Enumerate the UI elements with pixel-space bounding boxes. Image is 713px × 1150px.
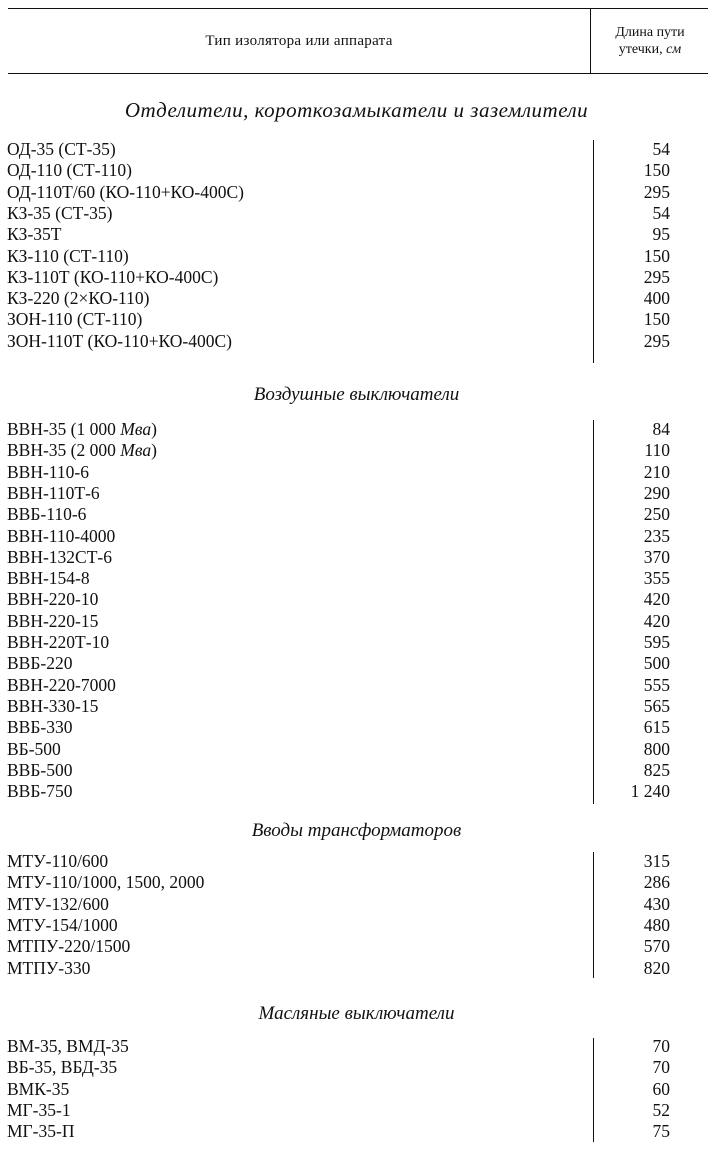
row-name: [7, 914, 118, 936]
row-value: 420: [643, 589, 670, 610]
table-row: [0, 159, 713, 181]
row-name-text: МТУ-132/600: [7, 893, 109, 914]
row-name-text: МТУ-154/1000: [7, 914, 118, 935]
row-value: 480: [643, 914, 670, 935]
table-row: [0, 957, 713, 979]
row-name-text: КЗ-110 (СТ-110): [7, 245, 129, 266]
row-name: [7, 181, 244, 203]
row-name-text: ВВБ-500: [7, 759, 73, 780]
table-row: [0, 935, 713, 957]
row-name-text: ВБ-500: [7, 738, 61, 759]
row-name: [7, 935, 130, 957]
row-name-text: ВВН-35 (2 000: [7, 440, 121, 461]
row-value: 370: [643, 546, 670, 567]
header-length-line1: Длина пути: [615, 25, 685, 40]
table-row: [0, 482, 713, 504]
row-name: [7, 631, 109, 653]
row-value: 820: [643, 957, 670, 978]
row-value: 315: [643, 851, 670, 871]
row-name: [7, 330, 232, 352]
row-value: 800: [643, 738, 670, 759]
row-name-text: ВВН-110-6: [7, 461, 89, 482]
row-name-text: ЗОН-110 (СТ-110): [7, 309, 143, 330]
row-name: [7, 202, 113, 224]
row-name-text: ВВН-132СТ-6: [7, 546, 112, 567]
row-name-text: КЗ-35 (СТ-35): [7, 202, 113, 223]
row-name: [7, 850, 108, 872]
row-name-text: ВМК-35: [7, 1078, 70, 1099]
row-name-text: КЗ-220 (2×КО-110): [7, 288, 150, 309]
header-type-label: Тип изолятора или аппарата: [205, 32, 393, 49]
table-row: [0, 1099, 713, 1121]
row-value: 110: [644, 440, 670, 461]
table-row: [0, 223, 713, 245]
row-name: [7, 1035, 129, 1057]
row-value: 355: [643, 568, 670, 589]
row-value: 595: [643, 632, 670, 652]
row-value: 235: [643, 525, 670, 546]
table-header: [8, 8, 708, 74]
row-name: [7, 588, 98, 610]
row-value: 570: [643, 936, 670, 957]
row-name-text: МТУ-110/600: [7, 851, 109, 871]
row-name: [7, 871, 204, 893]
table-row: [0, 308, 713, 330]
table-row: [0, 850, 713, 872]
row-value: 95: [652, 224, 670, 245]
row-name-text: ВВБ-110-6: [7, 504, 87, 525]
row-name: [7, 1056, 117, 1078]
table-row: [0, 631, 713, 653]
table-row: [0, 138, 713, 160]
row-name-text: ЗОН-110Т (КО-110+КО-400С): [7, 330, 232, 351]
table-row: [0, 546, 713, 568]
row-name: [7, 308, 142, 330]
row-value: 70: [652, 1057, 670, 1078]
row-value: 1 240: [630, 781, 670, 802]
row-value: 60: [652, 1078, 670, 1099]
row-name-text: МГ-35-1: [7, 1099, 71, 1120]
row-value: 150: [643, 160, 670, 181]
row-name: [7, 652, 72, 674]
row-name-text: ВБ-35, ВБД-35: [7, 1057, 118, 1078]
table-row: [0, 439, 713, 461]
table-row: [0, 759, 713, 781]
row-value: 400: [643, 288, 670, 309]
row-value: 286: [643, 872, 670, 893]
row-value: 615: [643, 717, 670, 738]
row-name: [7, 287, 149, 309]
row-name: [7, 138, 116, 160]
table-row: [0, 738, 713, 760]
row-name: [7, 1099, 71, 1121]
table-row: [0, 245, 713, 267]
row-value: 295: [643, 330, 670, 351]
row-value: 54: [652, 202, 670, 223]
row-name: [7, 503, 86, 525]
table-row: [0, 418, 713, 440]
row-name: [7, 893, 109, 915]
table-row: [0, 503, 713, 525]
table-row: [0, 893, 713, 915]
row-name-text: ВВБ-220: [7, 653, 73, 674]
row-name: [7, 759, 72, 781]
table-row: [0, 330, 713, 352]
table-row: [0, 266, 713, 288]
row-name: [7, 610, 98, 632]
row-value: 290: [643, 482, 670, 503]
table-row: [0, 610, 713, 632]
row-name-suffix: ): [151, 440, 157, 461]
header-length-unit: см: [666, 42, 682, 57]
header-divider: [590, 9, 591, 73]
row-name-text: ВВН-220-10: [7, 589, 99, 610]
row-name-suffix: ): [151, 419, 157, 439]
row-name-text: ВВН-220-15: [7, 610, 99, 631]
table-row: [0, 588, 713, 610]
row-name: [7, 738, 61, 760]
section-title-air-breakers: Воздушные выключатели: [253, 384, 460, 405]
row-name: [7, 439, 157, 461]
row-name-text: ОД-110 (СТ-110): [7, 160, 132, 181]
header-length-word: утечки,: [618, 42, 663, 57]
table-row: [0, 525, 713, 547]
row-name-text: МТПУ-220/1500: [7, 936, 131, 957]
row-value: 825: [643, 759, 670, 780]
table-row: [0, 181, 713, 203]
row-value: 54: [652, 139, 670, 159]
table-row: [0, 780, 713, 802]
row-name-text: ОД-35 (СТ-35): [7, 139, 116, 159]
row-name: [7, 674, 116, 696]
table-row: [0, 461, 713, 483]
table-row: [0, 287, 713, 309]
row-name: [7, 461, 89, 483]
table-row: [0, 914, 713, 936]
row-name: [7, 957, 90, 979]
row-value: 75: [652, 1121, 670, 1142]
row-value: 430: [643, 893, 670, 914]
table-row: [0, 202, 713, 224]
row-name-text: ВВН-220Т-10: [7, 632, 110, 652]
row-name: [7, 1078, 69, 1100]
row-value: 250: [643, 504, 670, 525]
row-name: [7, 525, 115, 547]
row-name-text: КЗ-35Т: [7, 224, 62, 245]
row-value: 295: [643, 266, 670, 287]
row-name-unit: Мва: [120, 419, 152, 439]
row-name: [7, 159, 132, 181]
row-value: 295: [643, 181, 670, 202]
header-length-label: [592, 9, 708, 73]
row-name-text: МГ-35-П: [7, 1121, 75, 1142]
row-name: [7, 418, 157, 440]
row-name: [7, 695, 98, 717]
header-length-line2: [619, 41, 681, 58]
row-name-unit: Мва: [120, 440, 152, 461]
section-title-disconnectors: Отделители, короткозамыкатели и заземлители: [124, 98, 589, 122]
table-row: [0, 652, 713, 674]
row-name-text: МТУ-110/1000, 1500, 2000: [7, 872, 205, 893]
table-row: [0, 1035, 713, 1057]
table-row: [0, 695, 713, 717]
row-value: 150: [643, 245, 670, 266]
section-title-transformer-bushings: Вводы трансформаторов: [251, 820, 462, 841]
row-name: [7, 567, 90, 589]
row-name-text: ВВН-330-15: [7, 695, 99, 716]
row-value: 210: [643, 461, 670, 482]
row-name-text: ВМ-35, ВМД-35: [7, 1036, 129, 1056]
row-name: [7, 546, 112, 568]
row-value: 52: [652, 1099, 670, 1120]
row-value: 565: [643, 695, 670, 716]
row-name-text: ВВБ-750: [7, 781, 73, 802]
section-title-oil-breakers: Масляные выключатели: [258, 1003, 455, 1024]
row-name-text: ВВН-110-4000: [7, 525, 116, 546]
row-name: [7, 245, 129, 267]
table-row: [0, 567, 713, 589]
table-row: [0, 1078, 713, 1100]
row-name-text: ВВН-220-7000: [7, 674, 116, 695]
row-value: 420: [643, 610, 670, 631]
table-row: [0, 1056, 713, 1078]
row-name: [7, 266, 218, 288]
row-name: [7, 716, 72, 738]
row-name: [7, 482, 100, 504]
row-name-text: ВВН-154-8: [7, 568, 90, 589]
table-row: [0, 674, 713, 696]
row-name-text: МТПУ-330: [7, 957, 91, 978]
row-value: 555: [643, 674, 670, 695]
row-name-text: ВВН-110Т-6: [7, 482, 100, 503]
row-name-text: ОД-110Т/60 (КО-110+КО-400С): [7, 181, 245, 202]
row-name: [7, 1120, 74, 1142]
row-value: 70: [652, 1036, 670, 1056]
row-name: [7, 780, 72, 802]
row-name-text: КЗ-110Т (КО-110+КО-400С): [7, 266, 219, 287]
table-row: [0, 871, 713, 893]
row-value: 500: [643, 653, 670, 674]
table-row: [0, 716, 713, 738]
row-name: [7, 223, 61, 245]
row-name-text: ВВБ-330: [7, 717, 73, 738]
row-value: 84: [652, 419, 670, 439]
row-value: 150: [643, 309, 670, 330]
row-name-text: ВВН-35 (1 000: [7, 419, 121, 439]
table-row: [0, 1120, 713, 1142]
